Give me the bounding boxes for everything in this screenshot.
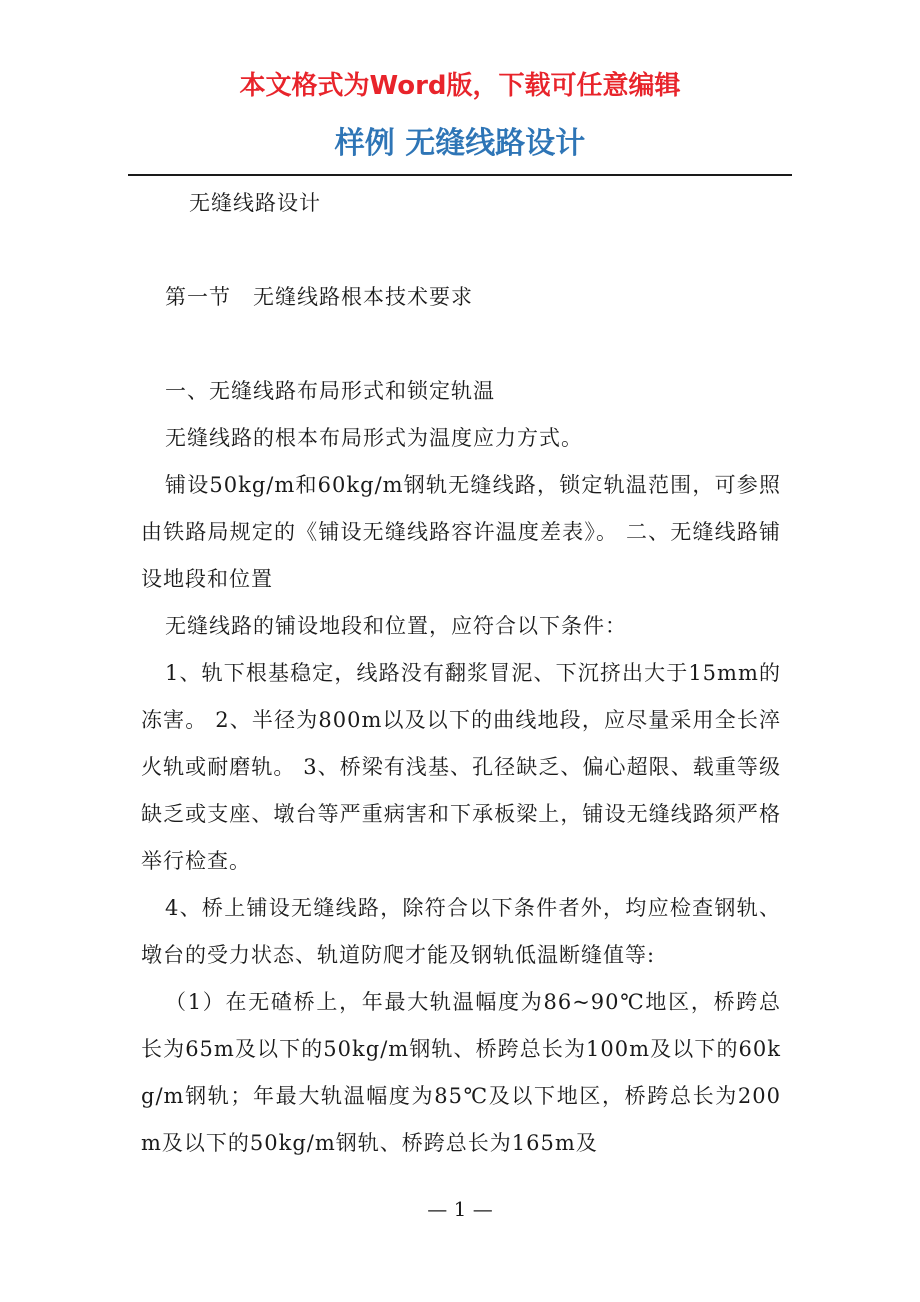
section-heading: 无缝线路设计 xyxy=(189,191,321,215)
subsection-heading: 一、无缝线路布局形式和锁定轨温 xyxy=(165,379,495,403)
paragraph: 4、桥上铺设无缝线路，除符合以下条件者外，均应检查钢轨、墩台的受力状态、轨道防爬才能及钢轨低温断缝值等: xyxy=(141,896,781,967)
paragraph: （1）在无碴桥上，年最大轨温幅度为86~90℃地区，桥跨总长为65m及以下的50kg/m钢轨、桥跨总长为100m及以下的60kg/m钢轨；年最大轨温幅度为85℃及以下地区，桥跨总长为200m及以下的50kg/m钢轨、桥跨总长为165m及 xyxy=(141,990,781,1155)
blank-line xyxy=(141,321,781,368)
blank-line xyxy=(141,227,781,274)
paragraph: 1、轨下根基稳定，线路没有翻浆冒泥、下沉挤出大于15mm的冻害。 2、半径为800m以及以下的曲线地段，应尽量采用全长淬火轨或耐磨轨。 3、桥梁有浅基、孔径缺乏、偏心超限、载重等级缺乏或支座、墩台等严重病害和下承板梁上，铺设无缝线路须严格举行检查。 xyxy=(141,661,781,873)
chapter-heading: 第一节 无缝线路根本技术要求 xyxy=(165,285,473,309)
document-title: 样例 无缝线路设计 xyxy=(334,126,586,161)
paragraph: 无缝线路的根本布局形式为温度应力方式。 xyxy=(165,426,583,450)
download-notice: 本文格式为Word版，下载可任意编辑 xyxy=(239,71,681,101)
page-number: — 1 — xyxy=(427,1197,493,1221)
header-divider xyxy=(128,174,792,176)
paragraph: 无缝线路的铺设地段和位置，应符合以下条件： xyxy=(165,614,627,638)
document-body xyxy=(141,180,781,1167)
paragraph: 铺设50kg/m和60kg/m钢轨无缝线路，锁定轨温范围，可参照由铁路局规定的《铺设无缝线路容许温度差表》。 二、无缝线路铺设地段和位置 xyxy=(141,473,781,591)
